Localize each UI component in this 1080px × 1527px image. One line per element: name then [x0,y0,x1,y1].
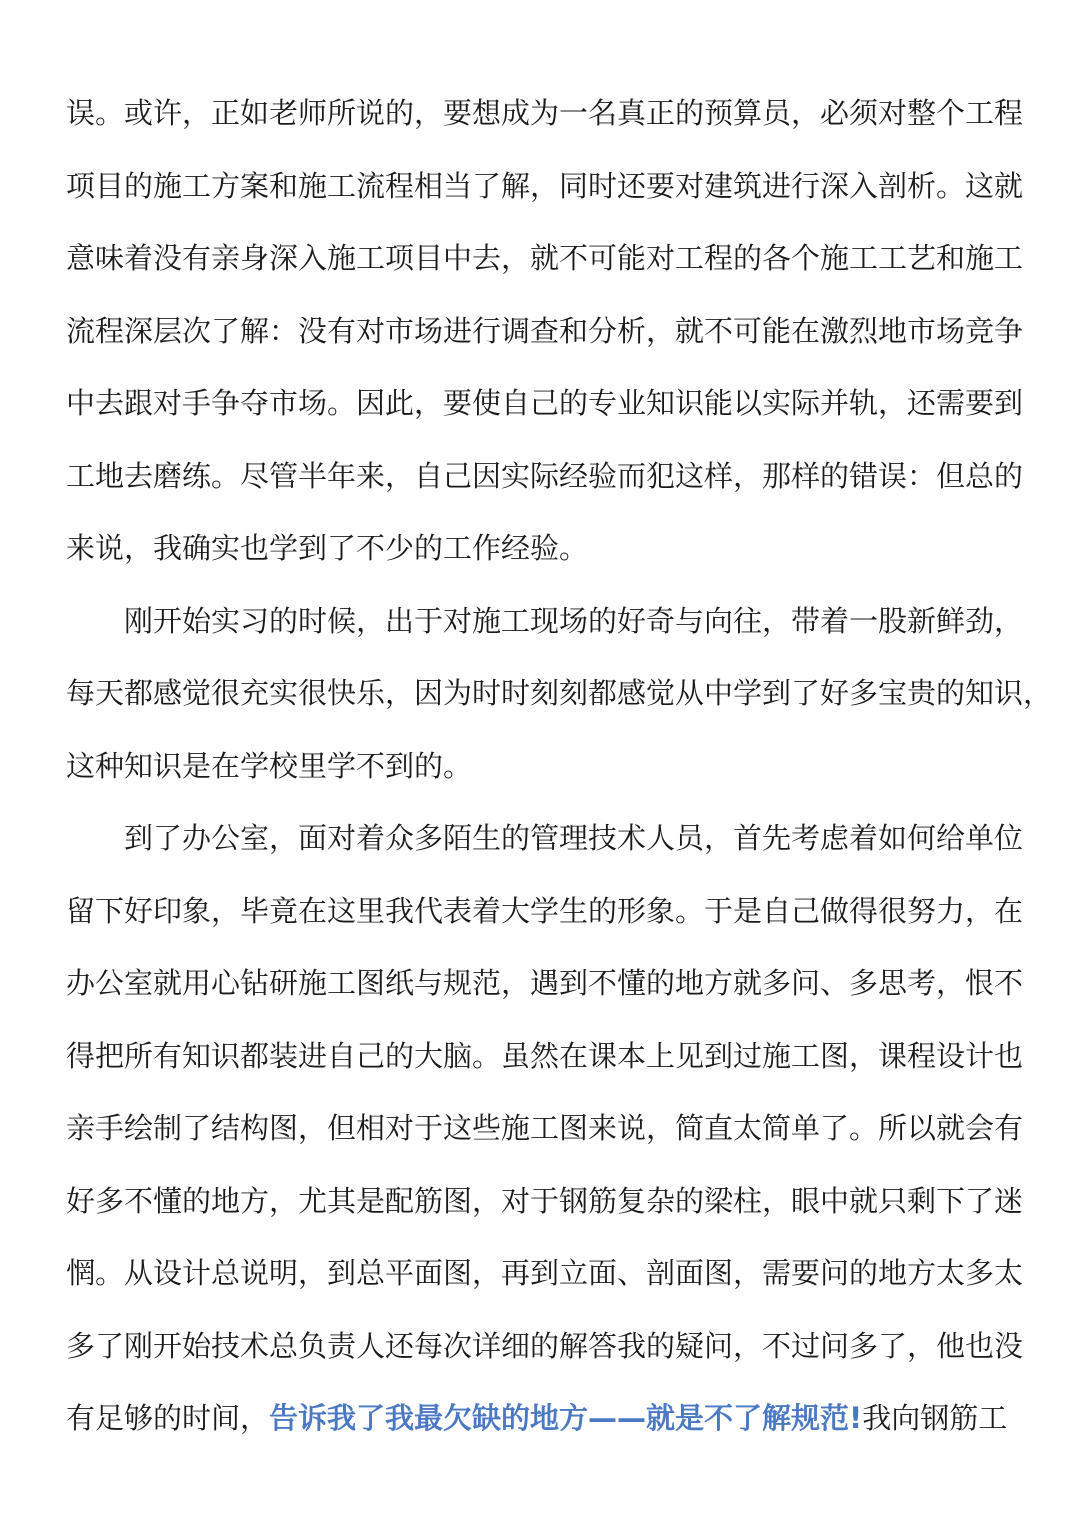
paragraph-3-last-line-after: 我向钢筋工 [862,1401,1008,1435]
paragraph-2-line-3: 这种知识是在学校里学不到的。 [66,749,473,783]
paragraph-3-line-2: 留下好印象，毕竟在这里我代表着大学生的形象。于是自己做得很努力，在 [66,894,1024,928]
paragraph-3-line-6: 好多不懂的地方，尤其是配筋图，对于钢筋复杂的梁柱，眼中就只剩下了迷 [66,1184,1024,1218]
paragraph-1-line-3: 意味着没有亲身深入施工项目中去，就不可能对工程的各个施工工艺和施工 [66,241,1024,275]
paragraph-2-line-1: 刚开始实习的时候，出于对施工现场的好奇与向往，带着一股新鲜劲， [124,604,1024,638]
paragraph-3-last-line-before: 有足够的时间， [66,1401,270,1435]
paragraph-1-line-6: 工地去磨练。尽管半年来，自己因实际经验而犯这样，那样的错误：但总的 [66,459,1024,493]
paragraph-2-line-2: 每天都感觉很充实很快乐，因为时时刻刻都感觉从中学到了好多宝贵的知识， [66,676,1053,710]
paragraph-3-line-3: 办公室就用心钻研施工图纸与规范，遇到不懂的地方就多问、多思考，恨不 [66,966,1024,1000]
paragraph-3-line-1: 到了办公室，面对着众多陌生的管理技术人员，首先考虑着如何给单位 [124,821,1024,855]
paragraph-1-line-5: 中去跟对手争夺市场。因此，要使自己的专业知识能以实际并轨，还需要到 [66,386,1024,420]
paragraph-1-line-1: 误。或许，正如老师所说的，要想成为一名真正的预算员，必须对整个工程 [66,96,1024,130]
paragraph-3-line-5: 亲手绘制了结构图，但相对于这些施工图来说，简直太简单了。所以就会有 [66,1111,1024,1145]
paragraph-3-line-8: 多了刚开始技术总负责人还每次详细的解答我的疑问，不过问多了，他也没 [66,1329,1024,1363]
paragraph-1-line-4: 流程深层次了解：没有对市场进行调查和分析，就不可能在激烈地市场竞争 [66,314,1024,348]
paragraph-3-line-7: 惘。从设计总说明，到总平面图，再到立面、剖面图，需要问的地方太多太 [66,1256,1024,1290]
paragraph-3-line-9 [66,1398,1026,1438]
paragraph-1-line-2: 项目的施工方案和施工流程相当了解，同时还要对建筑进行深入剖析。这就 [66,169,1024,203]
highlighted-sentence: 告诉我了我最欠缺的地方——就是不了解规范! [269,1401,863,1435]
paragraph-1-line-7: 来说，我确实也学到了不少的工作经验。 [66,531,589,565]
paragraph-3-line-4: 得把所有知识都装进自己的大脑。虽然在课本上见到过施工图，课程设计也 [66,1039,1024,1073]
